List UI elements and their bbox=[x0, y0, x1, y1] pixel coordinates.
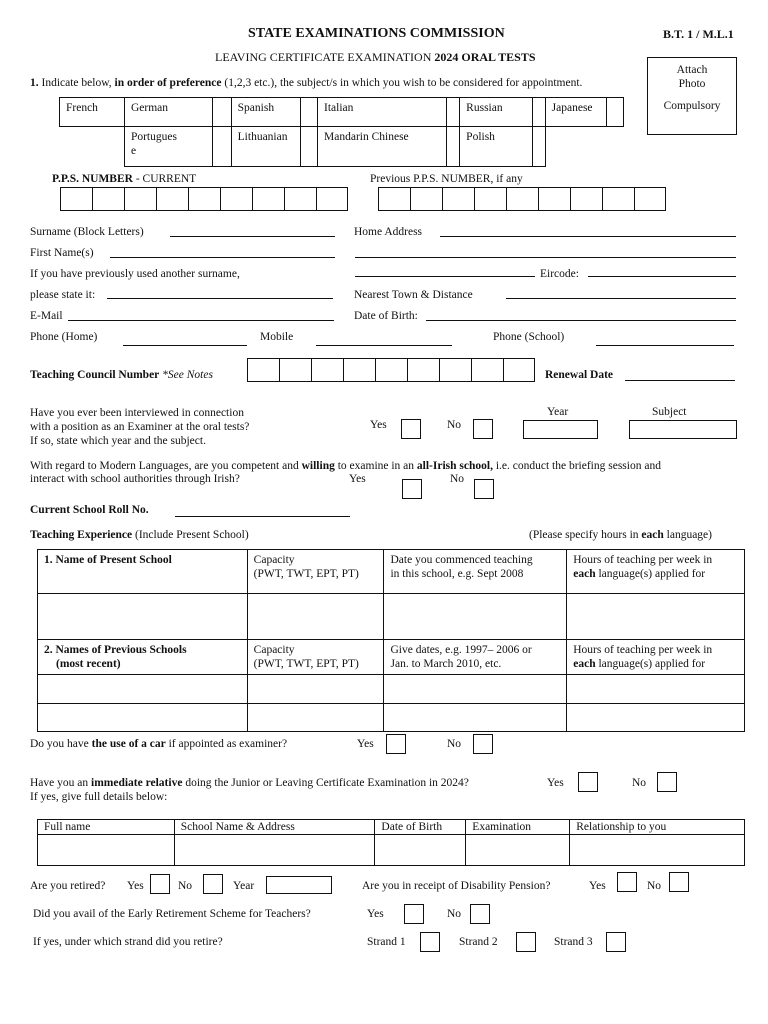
column-header: Full name bbox=[38, 820, 175, 835]
disability-no-label: No bbox=[647, 880, 662, 892]
previous-surname-label-2: please state it: bbox=[30, 289, 96, 301]
interviewed-subject-label: Subject bbox=[652, 406, 687, 418]
relative-no-label: No bbox=[632, 777, 647, 789]
irish-yes-label: Yes bbox=[349, 473, 366, 485]
hours-header: Hours of teaching per week in each language(s) applied for bbox=[567, 550, 745, 594]
strand-3-label: Strand 3 bbox=[554, 936, 593, 948]
surname-field[interactable] bbox=[170, 236, 335, 237]
first-names-label: First Name(s) bbox=[30, 247, 94, 259]
phone-school-label: Phone (School) bbox=[493, 331, 565, 343]
early-no-label: No bbox=[447, 908, 462, 920]
irish-question-line2: interact with school authorities through Irish? bbox=[30, 473, 240, 485]
teaching-council-boxes[interactable] bbox=[247, 358, 535, 382]
capacity-header: Capacity (PWT, TWT, EPT, PT) bbox=[247, 550, 384, 594]
phone-home-field[interactable] bbox=[123, 345, 247, 346]
subject-label: Polish bbox=[460, 127, 532, 167]
hours-header: Hours of teaching per week in each language(s) applied for bbox=[567, 640, 745, 675]
teaching-council-label: Teaching Council Number *See Notes bbox=[30, 369, 213, 381]
disability-question: Are you in receipt of Disability Pension? bbox=[362, 880, 551, 892]
interviewed-year-label: Year bbox=[547, 406, 569, 418]
photo-box-line: Attach bbox=[676, 64, 708, 76]
relative-relationship-cell[interactable] bbox=[570, 835, 745, 866]
relative-yes-checkbox[interactable] bbox=[578, 772, 598, 792]
dates-cell[interactable] bbox=[384, 675, 567, 704]
early-no-checkbox[interactable] bbox=[470, 904, 490, 924]
home-address-line-2[interactable] bbox=[355, 257, 736, 258]
previous-surname-field[interactable] bbox=[107, 298, 333, 299]
irish-question-line1: With regard to Modern Languages, are you competent and willing to examine in an all-Irish school, i.e. conduct the briefing session and bbox=[30, 460, 661, 472]
subject-label: Russian bbox=[460, 98, 532, 127]
email-label: E-Mail bbox=[30, 310, 63, 322]
hours-cell[interactable] bbox=[567, 675, 745, 704]
irish-no-checkbox[interactable] bbox=[474, 479, 494, 499]
interviewed-no-checkbox[interactable] bbox=[473, 419, 493, 439]
early-yes-checkbox[interactable] bbox=[404, 904, 424, 924]
dob-field[interactable] bbox=[426, 320, 736, 321]
question-text: (1,2,3 etc.), the subject/s in which you wish to be considered for appointment. bbox=[224, 77, 583, 89]
irish-yes-checkbox[interactable] bbox=[402, 479, 422, 499]
eircode-label: Eircode: bbox=[540, 268, 579, 280]
hours-cell[interactable] bbox=[567, 704, 745, 732]
subject-label: Portugues e bbox=[124, 127, 212, 167]
eircode-field[interactable] bbox=[588, 276, 736, 277]
photo-box[interactable] bbox=[647, 57, 737, 135]
preference-box[interactable] bbox=[212, 98, 231, 127]
pps-current-label: P.P.S. NUMBER - CURRENT bbox=[52, 173, 197, 185]
hours-note: (Please specify hours in each language) bbox=[529, 529, 712, 541]
pps-previous-label: Previous P.P.S. NUMBER, if any bbox=[370, 173, 523, 185]
relative-yes-label: Yes bbox=[547, 777, 564, 789]
strand-question: If yes, under which strand did you retire? bbox=[33, 936, 223, 948]
retired-year-label: Year bbox=[233, 880, 255, 892]
commenced-header: Date you commenced teaching in this school, e.g. Sept 2008 bbox=[384, 550, 567, 594]
question-text: Indicate below, bbox=[41, 77, 112, 89]
car-question: Do you have the use of a car if appointed as examiner? bbox=[30, 738, 288, 750]
dates-cell[interactable] bbox=[384, 704, 567, 732]
relative-school-cell[interactable] bbox=[174, 835, 375, 866]
email-field[interactable] bbox=[68, 320, 334, 321]
interviewed-year-field[interactable] bbox=[523, 420, 598, 439]
interviewed-question: Have you ever been interviewed in connection with a position as an Examiner at the oral tests? If so, state which year and the subject. bbox=[30, 407, 250, 447]
pps-previous-boxes[interactable] bbox=[378, 187, 666, 211]
subject-label: Spanish bbox=[231, 98, 300, 127]
early-yes-label: Yes bbox=[367, 908, 384, 920]
photo-box-line: Photo bbox=[678, 78, 706, 90]
retired-year-field[interactable] bbox=[266, 876, 332, 894]
strand-1-label: Strand 1 bbox=[367, 936, 406, 948]
retired-yes-checkbox[interactable] bbox=[150, 874, 170, 894]
relative-no-checkbox[interactable] bbox=[657, 772, 677, 792]
subject-label: Mandarin Chinese bbox=[318, 127, 447, 167]
subject-label: Japanese bbox=[545, 98, 607, 127]
preference-box[interactable] bbox=[300, 98, 317, 127]
relative-details-prompt: If yes, give full details below: bbox=[30, 791, 168, 803]
early-retirement-question: Did you avail of the Early Retirement Scheme for Teachers? bbox=[33, 908, 311, 920]
interviewed-yes-checkbox[interactable] bbox=[401, 419, 421, 439]
teaching-experience-label: Teaching Experience (Include Present School) bbox=[30, 529, 249, 541]
column-header: Relationship to you bbox=[570, 820, 745, 835]
present-school-cell[interactable] bbox=[38, 594, 248, 640]
capacity-cell[interactable] bbox=[247, 675, 384, 704]
interviewed-subject-field[interactable] bbox=[629, 420, 737, 439]
question-text-bold: in order of preference bbox=[114, 77, 222, 89]
interviewed-yes-label: Yes bbox=[370, 419, 387, 431]
disability-no-checkbox[interactable] bbox=[669, 872, 689, 892]
nearest-town-field[interactable] bbox=[506, 298, 736, 299]
relative-table bbox=[37, 819, 745, 866]
relative-name-cell[interactable] bbox=[38, 835, 175, 866]
dates-header: Give dates, e.g. 1997– 2006 or Jan. to March 2010, etc. bbox=[384, 640, 567, 675]
strand-2-label: Strand 2 bbox=[459, 936, 498, 948]
column-header: Examination bbox=[466, 820, 570, 835]
preference-box[interactable] bbox=[212, 127, 231, 167]
first-names-field[interactable] bbox=[110, 257, 335, 258]
renewal-date-field[interactable] bbox=[625, 380, 735, 381]
capacity-header: Capacity (PWT, TWT, EPT, PT) bbox=[247, 640, 384, 675]
roll-number-field[interactable] bbox=[175, 516, 350, 517]
nearest-town-label: Nearest Town & Distance bbox=[354, 289, 473, 301]
phone-school-field[interactable] bbox=[596, 345, 734, 346]
question-1 bbox=[30, 77, 582, 89]
preference-box[interactable] bbox=[607, 98, 624, 127]
subject-label: French bbox=[60, 98, 125, 127]
phone-home-label: Phone (Home) bbox=[30, 331, 98, 343]
home-address-line-3[interactable] bbox=[355, 276, 535, 277]
photo-box-line: Compulsory bbox=[663, 100, 721, 112]
interviewed-no-label: No bbox=[447, 419, 462, 431]
retired-no-label: No bbox=[178, 880, 193, 892]
preference-box[interactable] bbox=[300, 127, 317, 167]
capacity-cell[interactable] bbox=[247, 594, 384, 640]
hours-cell[interactable] bbox=[567, 594, 745, 640]
relative-exam-cell[interactable] bbox=[466, 835, 570, 866]
strand-1-checkbox[interactable] bbox=[420, 932, 440, 952]
subject-label: Italian bbox=[318, 98, 447, 127]
renewal-date-label: Renewal Date bbox=[545, 369, 614, 381]
form-subtitle: LEAVING CERTIFICATE EXAMINATION 2024 ORAL TESTS bbox=[215, 50, 536, 64]
car-no-label: No bbox=[447, 738, 462, 750]
subject-label: Lithuanian bbox=[231, 127, 300, 167]
commenced-cell[interactable] bbox=[384, 594, 567, 640]
surname-label: Surname (Block Letters) bbox=[30, 226, 144, 238]
retired-no-checkbox[interactable] bbox=[203, 874, 223, 894]
form-code: B.T. 1 / M.L.1 bbox=[663, 27, 734, 41]
strand-2-checkbox[interactable] bbox=[516, 932, 536, 952]
disability-yes-label: Yes bbox=[589, 880, 606, 892]
retired-question: Are you retired? bbox=[30, 880, 106, 892]
preference-box[interactable] bbox=[447, 127, 460, 167]
subject-grid bbox=[59, 97, 624, 167]
question-number: 1. bbox=[30, 77, 39, 89]
strand-3-checkbox[interactable] bbox=[606, 932, 626, 952]
mobile-field[interactable] bbox=[316, 345, 452, 346]
car-yes-label: Yes bbox=[357, 738, 374, 750]
previous-schools-header: 2. Names of Previous Schools (most recent) bbox=[38, 640, 248, 675]
relative-question: Have you an immediate relative doing the Junior or Leaving Certificate Examination in 2024? bbox=[30, 777, 469, 789]
previous-school-cell[interactable] bbox=[38, 675, 248, 704]
car-no-checkbox[interactable] bbox=[473, 734, 493, 754]
disability-yes-checkbox[interactable] bbox=[617, 872, 637, 892]
previous-school-cell[interactable] bbox=[38, 704, 248, 732]
dob-label: Date of Birth: bbox=[354, 310, 418, 322]
experience-table bbox=[37, 549, 745, 732]
capacity-cell[interactable] bbox=[247, 704, 384, 732]
irish-no-label: No bbox=[450, 473, 465, 485]
preference-box[interactable] bbox=[532, 127, 545, 167]
previous-surname-label: If you have previously used another surname, bbox=[30, 268, 240, 280]
present-school-header: 1. Name of Present School bbox=[38, 550, 248, 594]
form-title: STATE EXAMINATIONS COMMISSION bbox=[248, 26, 505, 41]
home-address-field[interactable] bbox=[440, 236, 736, 237]
subject-label: German bbox=[124, 98, 212, 127]
preference-box[interactable] bbox=[532, 98, 545, 127]
column-header: School Name & Address bbox=[174, 820, 375, 835]
column-header: Date of Birth bbox=[375, 820, 466, 835]
home-address-label: Home Address bbox=[354, 226, 423, 238]
car-yes-checkbox[interactable] bbox=[386, 734, 406, 754]
preference-box[interactable] bbox=[447, 98, 460, 127]
relative-dob-cell[interactable] bbox=[375, 835, 466, 866]
pps-current-boxes[interactable] bbox=[60, 187, 348, 211]
retired-yes-label: Yes bbox=[127, 880, 144, 892]
mobile-label: Mobile bbox=[260, 331, 294, 343]
roll-number-label: Current School Roll No. bbox=[30, 504, 149, 516]
